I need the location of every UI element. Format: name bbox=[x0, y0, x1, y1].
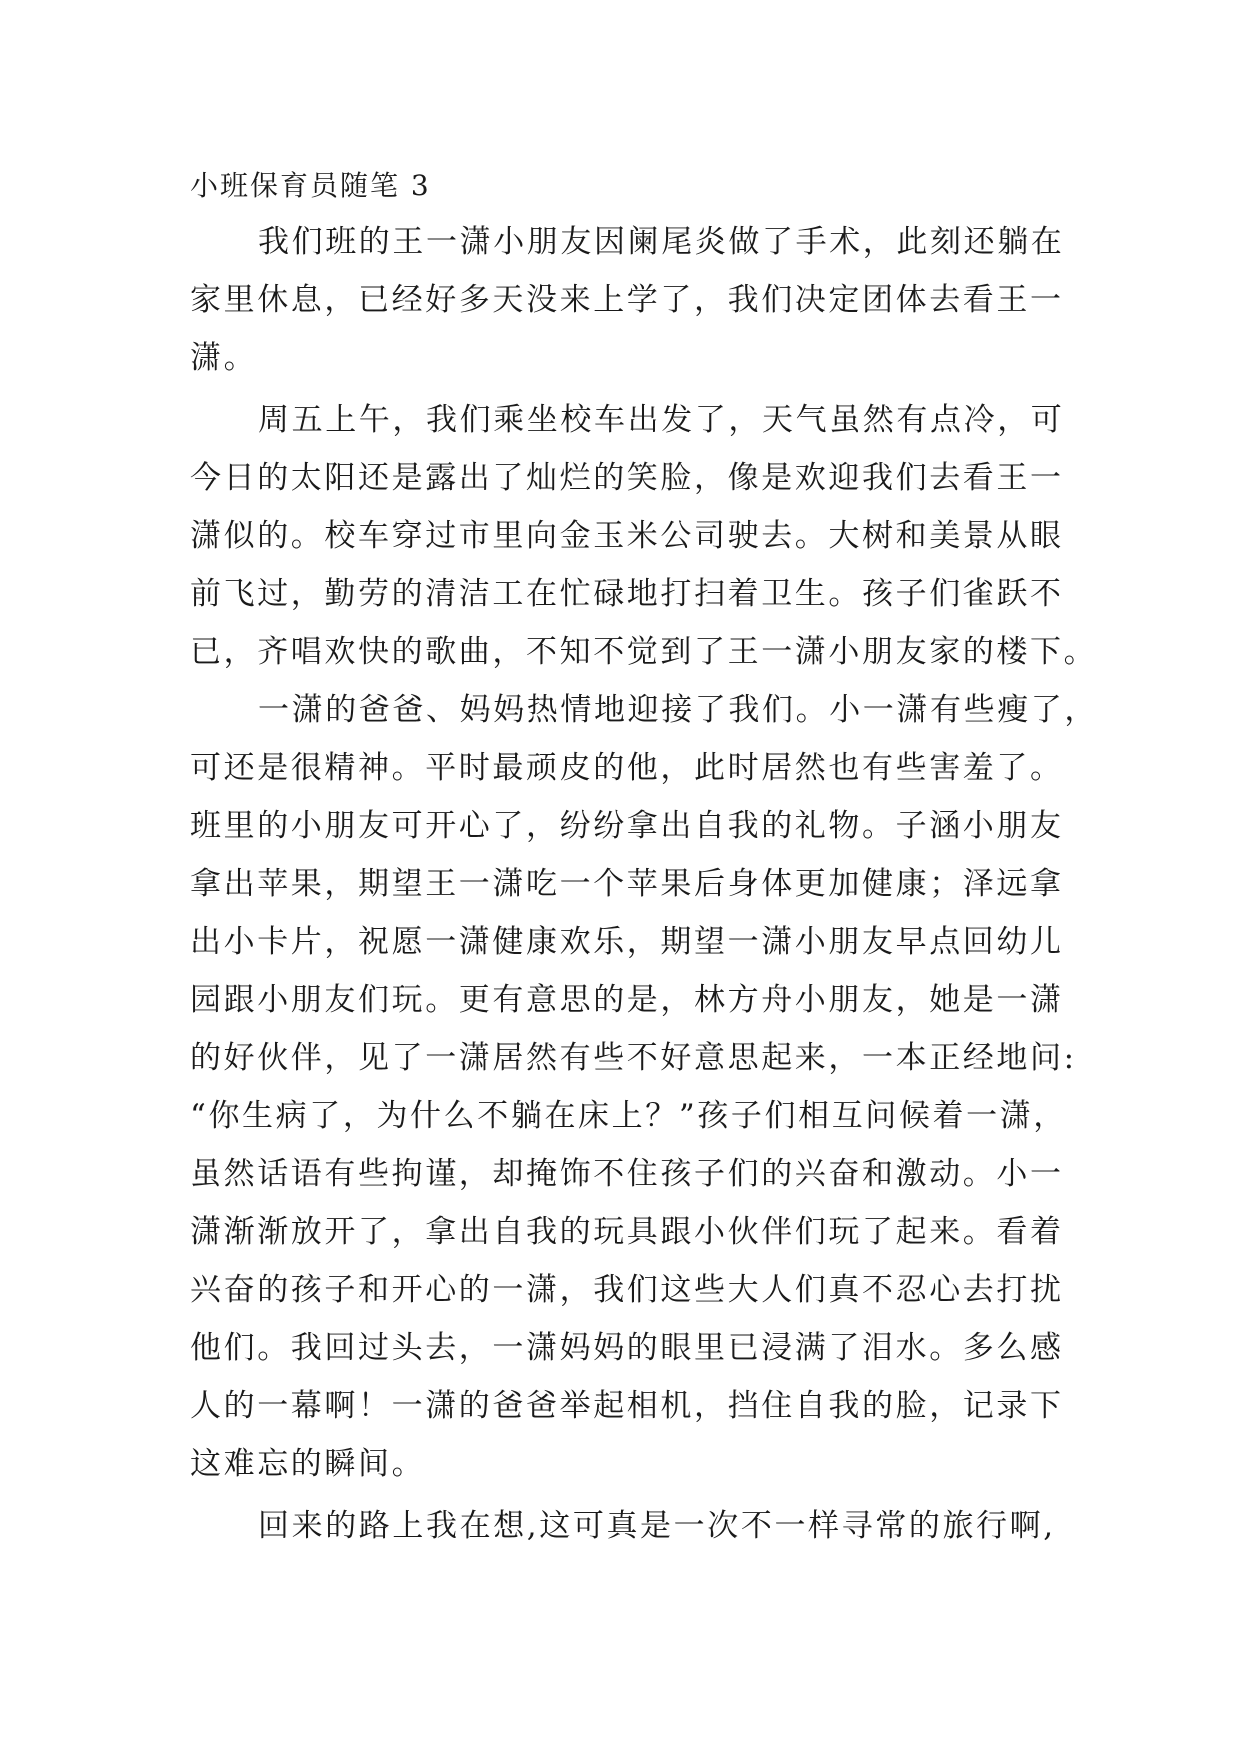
text-line: 前飞过，勤劳的清洁工在忙碌地打扫着卫生。孩子们雀跃不 bbox=[190, 576, 1064, 612]
text-line: 可还是很精神。平时最顽皮的他，此时居然也有些害羞了。 bbox=[190, 750, 1064, 786]
text-line: 家里休息，已经好多天没来上学了，我们决定团体去看王一 bbox=[190, 282, 1064, 318]
text-line: 我们班的王一潇小朋友因阑尾炎做了手术，此刻还躺在 bbox=[258, 224, 1065, 260]
text-line: 一潇的爸爸、妈妈热情地迎接了我们。小一潇有些瘦了， bbox=[258, 692, 1098, 728]
document-title: 小班保育员随笔 3 bbox=[190, 169, 431, 202]
text-line: 他们。我回过头去，一潇妈妈的眼里已浸满了泪水。多么感 bbox=[190, 1330, 1064, 1366]
text-line: 回来的路上我在想,这可真是一次不一样寻常的旅行啊, bbox=[258, 1508, 1056, 1544]
text-line: 的好伙伴，见了一潇居然有些不好意思起来，一本正经地问: bbox=[190, 1040, 1077, 1076]
text-line: “你生病了，为什么不躺在床上？”孩子们相互问候着一潇， bbox=[190, 1098, 1067, 1134]
text-line: 潇渐渐放开了，拿出自我的玩具跟小伙伴们玩了起来。看着 bbox=[190, 1214, 1064, 1250]
text-line: 人的一幕啊！一潇的爸爸举起相机，挡住自我的脸，记录下 bbox=[190, 1388, 1064, 1424]
text-line: 虽然话语有些拘谨，却掩饰不住孩子们的兴奋和激动。小一 bbox=[190, 1156, 1064, 1192]
text-line: 出小卡片，祝愿一潇健康欢乐，期望一潇小朋友早点回幼儿 bbox=[190, 924, 1064, 960]
text-line: 园跟小朋友们玩。更有意思的是，林方舟小朋友，她是一潇 bbox=[190, 982, 1064, 1018]
text-line: 这难忘的瞬间。 bbox=[190, 1446, 426, 1482]
text-line: 已，齐唱欢快的歌曲，不知不觉到了王一潇小朋友家的楼下。 bbox=[190, 634, 1098, 670]
text-line: 班里的小朋友可开心了，纷纷拿出自我的礼物。子涵小朋友 bbox=[190, 808, 1064, 844]
text-line: 拿出苹果，期望王一潇吃一个苹果后身体更加健康；泽远拿 bbox=[190, 866, 1064, 902]
text-line: 潇似的。校车穿过市里向金玉米公司驶去。大树和美景从眼 bbox=[190, 518, 1064, 554]
text-line: 兴奋的孩子和开心的一潇，我们这些大人们真不忍心去打扰 bbox=[190, 1272, 1064, 1308]
text-line: 潇。 bbox=[190, 340, 258, 376]
text-line: 今日的太阳还是露出了灿烂的笑脸，像是欢迎我们去看王一 bbox=[190, 460, 1064, 496]
text-line: 周五上午，我们乘坐校车出发了，天气虽然有点冷，可 bbox=[258, 402, 1065, 438]
